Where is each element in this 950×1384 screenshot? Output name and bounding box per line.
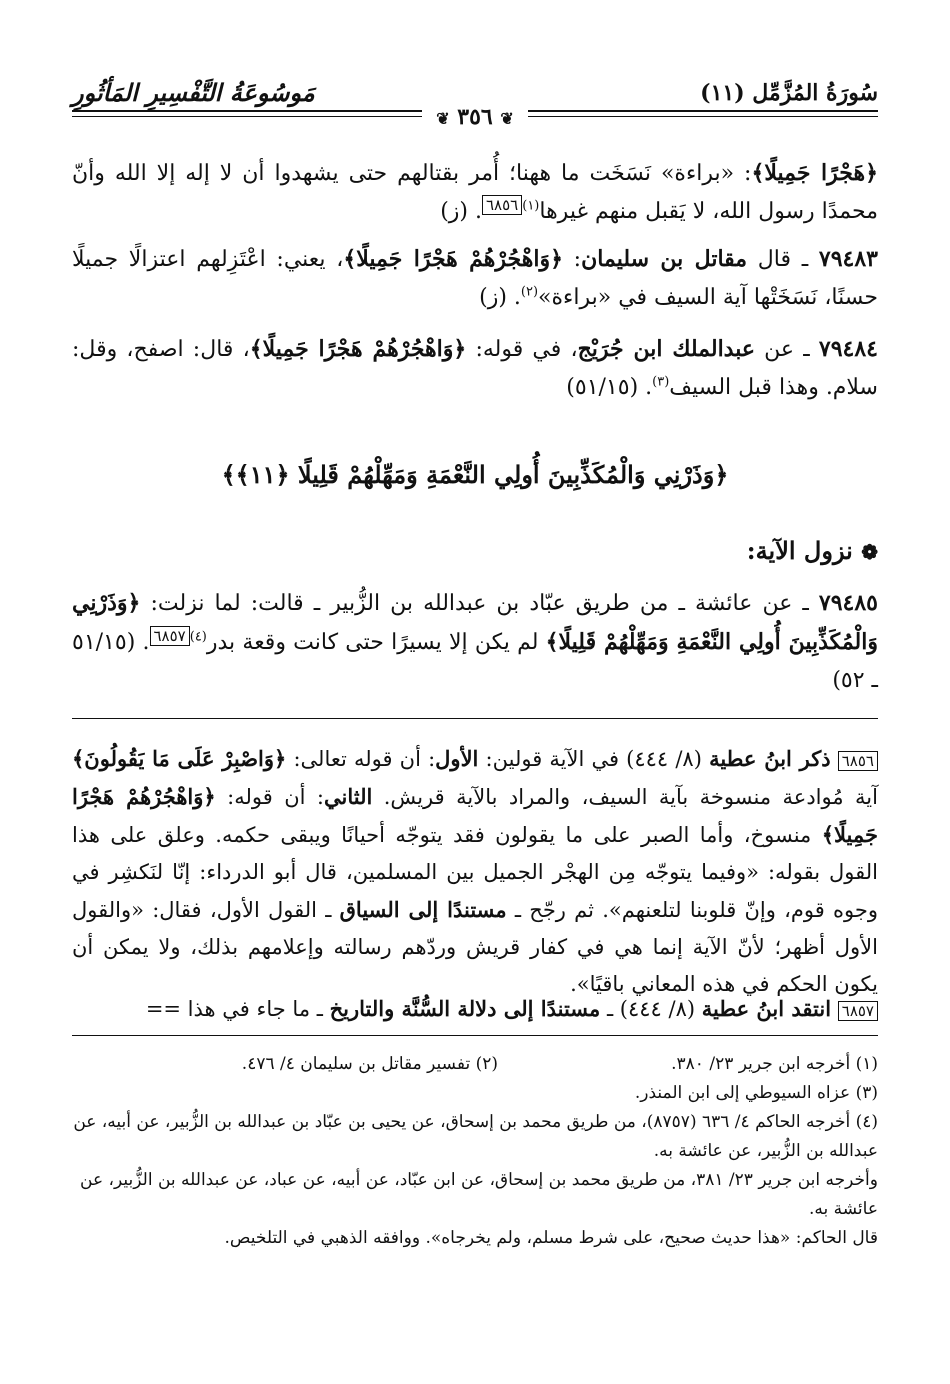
quran-quote: ﴿هَجْرًا جَمِيلًا﴾: [751, 160, 879, 186]
quran-quote: ﴿وَاهْجُرْهُمْ هَجْرًا جَمِيلًا﴾: [343, 246, 563, 272]
footnote-divider: [72, 1035, 878, 1036]
footnotes: [72, 1050, 878, 1253]
footnote-3: (٣) عزاه السيوطي إلى ابن المنذر.: [634, 1083, 878, 1103]
narration-79483: ٧٩٤٨٣ ـ قال مقاتل بن سليمان: ﴿وَاهْجُرْهُمْ هَجْرًا جَمِيلًا﴾، يعني: اعْتَزِلهم اعتزالًا جميلًا حسنًا، نَسَخَتْها آية السيف في «براءة»$^{(٢)}$. (ز): [72, 246, 878, 310]
book-title: مَوسُوعَةُ التَّفْسِيرِ المَأثُورِ: [72, 78, 315, 107]
verse-heading: ﴿وَذَرْنِي وَالْمُكَذِّبِينَ أُولِي النَّعْمَةِ وَمَهِّلْهُمْ قَلِيلًا ﴿١١﴾﴾: [221, 460, 729, 489]
narrator-name: مقاتل بن سليمان: [581, 246, 748, 272]
cross-ref-box: ٦٨٥٧: [150, 626, 190, 646]
quran-quote: ﴿وَاهْجُرْهُمْ هَجْرًا جَمِيلًا﴾: [249, 336, 467, 362]
quran-quote: ﴿وَذَرْنِي وَالْمُكَذِّبِينَ أُولِي النَّعْمَةِ وَمَهِّلْهُمْ قَلِيلًا﴾: [72, 590, 878, 655]
footnote-marker: (٣): [652, 374, 670, 390]
cross-ref-box: ٦٨٥٦: [482, 195, 522, 215]
footnote-4-cont: وأخرجه ابن جرير ٢٣/ ٣٨١، من طريق محمد بن إسحاق، عن ابن عبّاد، عن أبيه، عن عباد، عن عبدالله بن الزُّبير، عن عائشة به.: [80, 1170, 878, 1219]
quran-quote: ﴿وَاهْجُرْهُمْ هَجْرًا جَمِيلًا﴾: [72, 784, 878, 847]
quran-quote: ﴿وَاصْبِرْ عَلَى مَا يَقُولُونَ﴾: [72, 746, 287, 771]
footnote-1: (١) أخرجه ابن جرير ٢٣/ ٣٨٠.: [671, 1054, 878, 1074]
commentary-note-6856: ٦٨٥٦ ذكر ابنُ عطية (٨/ ٤٤٤) في الآية قولين: الأول: أن قوله تعالى: ﴿وَاصْبِرْ عَلَى مَا يَقُولُونَ﴾ آية مُوادعة منسوخة بآية السيف، والمراد بالآية قريش. الثاني: أن قوله: ﴿وَاهْجُرْهُمْ هَجْرًا جَمِيلًا﴾ منسوخ، وأما الصبر على ما يقولون فقد يتوجّه أحيانًا ويبقى حكمه. وعلق على هذا القول بقوله: «وفيما يتوجّه مِن الهجْر الجميل بين المسلمين، قال أبو الدرداء: إنّا لنَكشِر في وجوه قوم، وإنّ قلوبنا لتلعنهم». ثم رجّح ـ مستندًا إلى السياق ـ القول الأول، فقال: «والقول الأول أظهر؛ لأنّ الآية إنما هي في كفار قريش وردّهم رسالته وإعلامهم بذلك، ولا يمكن أن يكون الحكم في هذه المعاني باقيًا».: [72, 746, 878, 996]
footnote-marker: (١): [522, 198, 540, 214]
page-number-bar: [0, 104, 950, 130]
footnote-marker: (٤): [189, 629, 207, 645]
flower-icon: ❁: [861, 540, 878, 564]
footnote-4-end: قال الحاكم: «هذا حديث صحيح، على شرط مسلم، ولم يخرجاه». ووافقه الذهبي في التلخيص.: [224, 1228, 878, 1248]
ornament-icon: ❦: [500, 109, 514, 128]
surah-title: سُورَةُ المُزَّمِّل (١١): [700, 80, 878, 106]
cross-ref-box: ٦٨٥٦: [838, 751, 878, 771]
section-divider: [72, 718, 878, 719]
cross-ref-box: ٦٨٥٧: [838, 1001, 878, 1021]
footnote-4: (٤) أخرجه الحاكم ٤/ ٦٣٦ (٨٧٥٧)، من طريق محمد بن إسحاق، عن يحيى بن عبّاد بن عبدالله بن الزُّبير، عن أبيه، عن عبدالله بن الزُّبير، عن عائشة به.: [73, 1112, 878, 1161]
narration-79485: ٧٩٤٨٥ ـ عن عائشة ـ من طريق عبّاد بن عبدالله بن الزُّبير ـ قالت: لما نزلت: ﴿وَذَرْنِي وَالْمُكَذِّبِينَ أُولِي النَّعْمَةِ وَمَهِّلْهُمْ قَلِيلًا﴾ لم يكن إلا يسيرًا حتى كانت وقعة بدر$^{(٤)٦٨٥٧}$. (٥١/١٥ ـ ٥٢): [72, 590, 878, 693]
text: . (ز): [440, 199, 482, 224]
footnote-marker: (٢): [520, 284, 539, 300]
footnote-2: (٢) تفسير مقاتل بن سليمان ٤/ ٤٧٦.: [241, 1054, 498, 1074]
page-number: ٣٥٦: [457, 104, 493, 130]
narration-number: ٧٩٤٨٣: [818, 246, 878, 272]
text: : «براءة» نَسَخَت ما ههنا؛ أُمر بقتالهم حتى يشهدوا أن لا إله إلا الله وأنّ محمدًا رسول الله، لا يَقبل منهم غيرها: [72, 161, 878, 224]
section-title: نزول الآية:: [746, 536, 853, 565]
section-heading: [747, 536, 878, 565]
narration-79484: ٧٩٤٨٤ ـ عن عبدالملك ابن جُرَيْج، في قوله: ﴿وَاهْجُرْهُمْ هَجْرًا جَمِيلًا﴾، قال: اصفح، وقل: سلام. وهذا قبل السيف$^{(٣)}$. (٥١/١٥): [72, 336, 878, 400]
ornament-icon: ❦: [436, 109, 450, 128]
narration-number: ٧٩٤٨٥: [818, 590, 878, 616]
paragraph-continuation: [72, 154, 878, 231]
narrator-name: عبدالملك ابن جُرَيْج: [577, 336, 755, 362]
commentary-note-6857: ٦٨٥٧ انتقد ابنُ عطية (٨/ ٤٤٤) ـ مستندًا إلى دلالة السُّنَّة والتاريخ ـ ما جاء في هذا ==: [72, 990, 878, 1028]
narration-number: ٧٩٤٨٤: [818, 336, 878, 362]
